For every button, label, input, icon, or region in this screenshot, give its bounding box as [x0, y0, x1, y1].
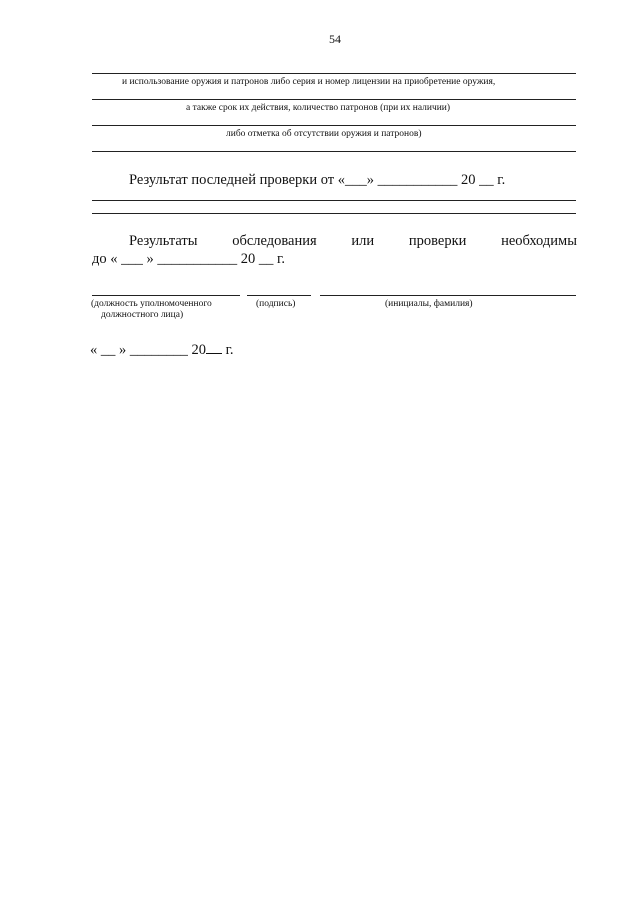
results-word-2: обследования [232, 233, 317, 249]
date-year-blank [206, 341, 222, 354]
form-line-5 [92, 200, 576, 201]
caption-absence-mark: либо отметка об отсутствии оружия и патронов) [226, 129, 422, 139]
initials-line [320, 295, 576, 296]
form-line-6 [92, 213, 576, 214]
position-line [92, 295, 240, 296]
caption-weapons-license: и использование оружия и патронов либо серия и номер лицензии на приобретение оружия, [122, 77, 496, 87]
results-deadline: до « ___ » ___________ 20 __ г. [92, 251, 285, 267]
date-year-suffix: г. [225, 342, 234, 358]
results-necessary-row [129, 233, 577, 250]
label-position: (должность уполномоченного [91, 299, 212, 309]
form-line-4 [92, 151, 576, 152]
form-line-2 [92, 99, 576, 100]
form-line-1 [92, 73, 576, 74]
date-year-prefix: 20 [191, 342, 206, 358]
signature-line [247, 295, 311, 296]
date-month-blank: ________ [129, 342, 188, 358]
label-position-2: должностного лица) [101, 310, 184, 320]
results-word-1: Результаты [129, 233, 198, 249]
date-line [90, 341, 234, 359]
label-signature: (подпись) [256, 299, 296, 309]
label-initials: (инициалы, фамилия) [385, 299, 473, 309]
caption-validity-period: а также срок их действия, количество патронов (при их наличии) [186, 103, 451, 113]
results-word-5: необходимы [501, 233, 577, 249]
last-check-result: Результат последней проверки от «___» ___________ 20 __ г. [129, 172, 506, 188]
results-word-3: или [351, 233, 375, 249]
date-day: « __ » [90, 342, 127, 358]
results-word-4: проверки [408, 233, 467, 249]
form-line-3 [92, 125, 576, 126]
page-number: 54 [329, 32, 341, 46]
